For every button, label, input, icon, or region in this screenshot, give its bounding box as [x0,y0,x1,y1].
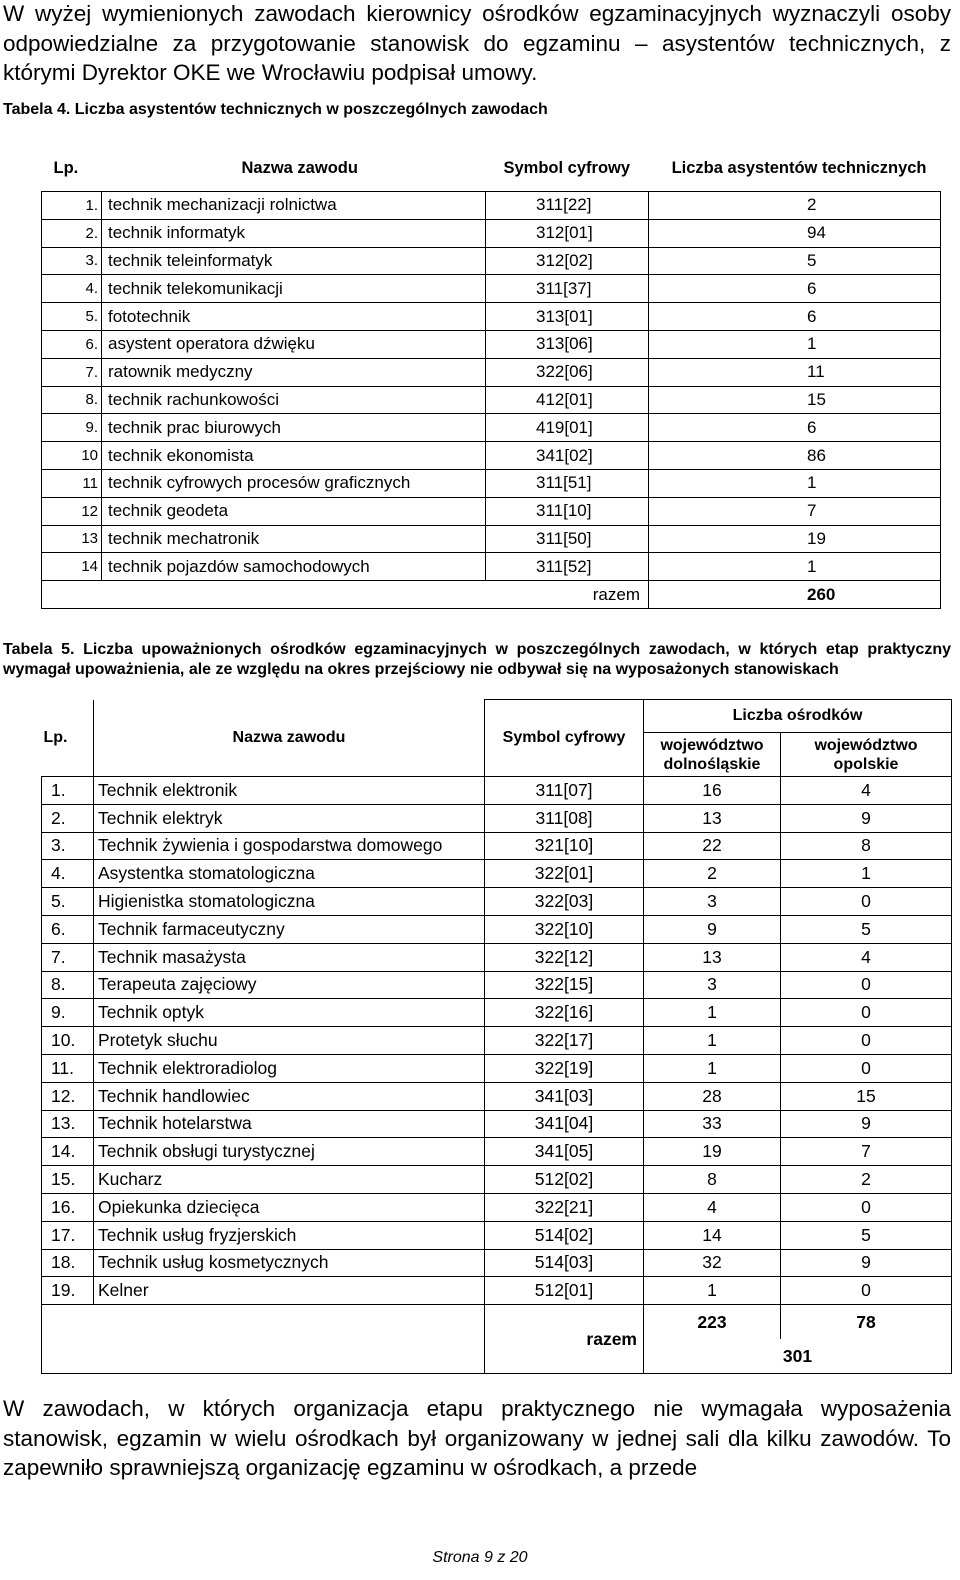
row-opolskie: 0 [781,999,952,1027]
row-count: 2 [649,192,941,220]
row-name: Technik usług kosmetycznych [94,1249,485,1277]
row-name: Kelner [94,1277,485,1305]
row-symbol: 311[51] [486,469,649,497]
table4-total-row [42,581,941,609]
page-footer: Strona 9 z 20 [432,1549,528,1566]
row-name: Higienistka stomatologiczna [94,888,485,916]
total-label: razem [485,1305,644,1374]
row-symbol: 341[05] [485,1138,644,1166]
row-count: 15 [649,386,941,414]
row-lp: 10 [42,442,102,470]
row-symbol: 311[08] [485,804,644,832]
row-opolskie: 0 [781,1277,952,1305]
row-name: technik telekomunikacji [102,275,486,303]
row-symbol: 322[01] [485,860,644,888]
table-row [42,247,941,275]
row-symbol: 512[02] [485,1166,644,1194]
row-symbol: 322[19] [485,1054,644,1082]
row-dolnoslaskie: 1 [644,999,781,1027]
row-dolnoslaskie: 1 [644,1027,781,1055]
table5 [41,699,952,1374]
row-name: Technik farmaceutyczny [94,915,485,943]
total-value: 260 [649,581,941,609]
row-symbol: 311[50] [486,525,649,553]
row-symbol: 312[02] [486,247,649,275]
row-symbol: 322[06] [486,358,649,386]
row-lp: 4. [42,860,94,888]
row-opolskie: 15 [781,1082,952,1110]
row-opolskie: 8 [781,832,952,860]
row-opolskie: 9 [781,1249,952,1277]
row-name: Technik masażysta [94,943,485,971]
total-blank [42,1305,485,1374]
row-dolnoslaskie: 4 [644,1193,781,1221]
row-lp: 11. [42,1054,94,1082]
table-row [42,303,941,331]
row-symbol: 322[03] [485,888,644,916]
row-count: 1 [649,469,941,497]
row-dolnoslaskie: 13 [644,943,781,971]
row-count: 86 [649,442,941,470]
row-opolskie: 0 [781,971,952,999]
row-symbol: 322[12] [485,943,644,971]
row-dolnoslaskie: 22 [644,832,781,860]
row-lp: 9. [42,414,102,442]
row-dolnoslaskie: 33 [644,1110,781,1138]
row-lp: 11 [42,469,102,497]
row-lp: 7. [42,358,102,386]
row-lp: 19. [42,1277,94,1305]
row-name: technik teleinformatyk [102,247,486,275]
table-row [42,1138,952,1166]
table5-header-lp: Lp. [42,700,94,777]
row-lp: 12. [42,1082,94,1110]
row-name: Protetyk słuchu [94,1027,485,1055]
table-row [42,971,952,999]
row-symbol: 512[01] [485,1277,644,1305]
row-opolskie: 7 [781,1138,952,1166]
table-row [42,1027,952,1055]
table5-header-symbol: Symbol cyfrowy [485,700,644,777]
row-dolnoslaskie: 1 [644,1054,781,1082]
row-lp: 4. [42,275,102,303]
table-row [42,414,941,442]
row-dolnoslaskie: 16 [644,777,781,805]
row-opolskie: 5 [781,915,952,943]
row-count: 1 [649,330,941,358]
table-row [42,860,952,888]
row-count: 19 [649,525,941,553]
row-name: technik ekonomista [102,442,486,470]
table-row [42,804,952,832]
row-name: Technik żywienia i gospodarstwa domowego [94,832,485,860]
table4-caption: Tabela 4. Liczba asystentów technicznych w poszczególnych zawodach [3,101,548,118]
table-row [42,1249,952,1277]
row-count: 6 [649,275,941,303]
table-row [42,943,952,971]
row-count: 11 [649,358,941,386]
row-dolnoslaskie: 3 [644,971,781,999]
row-lp: 15. [42,1166,94,1194]
total-blank [42,581,486,609]
outro-paragraph: W zawodach, w których organizacja etapu praktycznego nie wymagała wyposażenia stanowisk, egzamin w wielu ośrodkach był organizowany w jednej sali dla kilku zawodów. To zapewniło sprawniejszą organizację egzaminu w ośrodkach, a przede [3,1396,951,1480]
row-symbol: 322[21] [485,1193,644,1221]
row-lp: 10. [42,1027,94,1055]
row-symbol: 322[17] [485,1027,644,1055]
table-row [42,888,952,916]
grand-total: 301 [644,1339,952,1374]
row-name: technik rachunkowości [102,386,486,414]
row-dolnoslaskie: 3 [644,888,781,916]
row-symbol: 311[07] [485,777,644,805]
row-opolskie: 9 [781,804,952,832]
row-lp: 12 [42,497,102,525]
row-lp: 5. [42,303,102,331]
row-symbol: 313[01] [486,303,649,331]
table-row [42,1054,952,1082]
row-count: 6 [649,303,941,331]
row-name: Opiekunka dziecięca [94,1193,485,1221]
total-dolnoslaskie: 223 [644,1305,781,1340]
row-name: Asystentka stomatologiczna [94,860,485,888]
row-symbol: 341[03] [485,1082,644,1110]
table-row [42,1193,952,1221]
row-lp: 13. [42,1110,94,1138]
table-row [42,442,941,470]
row-symbol: 312[01] [486,219,649,247]
row-lp: 18. [42,1249,94,1277]
row-name: Technik elektronik [94,777,485,805]
row-opolskie: 5 [781,1221,952,1249]
row-lp: 8. [42,386,102,414]
row-lp: 3. [42,247,102,275]
row-name: technik pojazdów samochodowych [102,553,486,581]
table-row [42,469,941,497]
table5-header-group: Liczba ośrodków [644,700,952,733]
row-lp: 1. [42,777,94,805]
row-symbol: 311[10] [486,497,649,525]
row-name: Technik hotelarstwa [94,1110,485,1138]
row-symbol: 313[06] [486,330,649,358]
table-row [42,777,952,805]
row-name: technik mechanizacji rolnictwa [102,192,486,220]
row-name: technik prac biurowych [102,414,486,442]
row-symbol: 412[01] [486,386,649,414]
table4-header-row [42,145,941,192]
table5-caption: Tabela 5. Liczba upoważnionych ośrodków egzaminacyjnych w poszczególnych zawodach, w których etap praktyczny wymagał upoważnienia, ale ze względu na okres przejściowy nie odbywał się na wyposażonych stanowiskach [3,641,951,678]
row-opolskie: 1 [781,860,952,888]
row-symbol: 514[02] [485,1221,644,1249]
table-row [42,915,952,943]
table-row [42,1082,952,1110]
table-row [42,1277,952,1305]
row-opolskie: 0 [781,1027,952,1055]
row-symbol: 341[02] [486,442,649,470]
table4-header-name: Nazwa zawodu [241,158,358,177]
row-lp: 16. [42,1193,94,1221]
table-row [42,553,941,581]
row-symbol: 322[16] [485,999,644,1027]
table4 [41,145,941,609]
table-row [42,525,941,553]
row-opolskie: 0 [781,1054,952,1082]
row-dolnoslaskie: 14 [644,1221,781,1249]
table5-header-opolskie: województwo opolskie [781,733,952,777]
row-opolskie: 4 [781,943,952,971]
table-row [42,219,941,247]
table4-header-count: Liczba asystentów technicznych [671,158,927,177]
row-lp: 8. [42,971,94,999]
row-name: fototechnik [102,303,486,331]
row-lp: 17. [42,1221,94,1249]
table-row [42,330,941,358]
row-lp: 6. [42,330,102,358]
table-row [42,275,941,303]
row-count: 6 [649,414,941,442]
row-count: 94 [649,219,941,247]
table-row [42,497,941,525]
table-row [42,1166,952,1194]
row-dolnoslaskie: 8 [644,1166,781,1194]
row-symbol: 321[10] [485,832,644,860]
table-row [42,358,941,386]
table4-header-symbol: Symbol cyfrowy [503,158,631,177]
row-symbol: 514[03] [485,1249,644,1277]
table-row [42,832,952,860]
table-row [42,386,941,414]
table-row [42,1110,952,1138]
total-label: razem [486,581,649,609]
table5-header-row [42,700,952,733]
row-name: ratownik medyczny [102,358,486,386]
intro-paragraph: W wyżej wymienionych zawodach kierownicy ośrodków egzaminacyjnych wyznaczyli osoby odpowiedzialne za przygotowanie stanowisk do egzaminu – asystentów technicznych, z którymi Dyrektor OKE we Wrocławiu podpisał umowy. [3,1,951,85]
row-name: Technik elektryk [94,804,485,832]
row-lp: 2. [42,219,102,247]
table-row [42,192,941,220]
table5-header-name: Nazwa zawodu [94,700,485,777]
table-row [42,1221,952,1249]
row-name: technik cyfrowych procesów graficznych [102,469,486,497]
row-symbol: 311[37] [486,275,649,303]
row-opolskie: 2 [781,1166,952,1194]
row-lp: 9. [42,999,94,1027]
row-name: technik informatyk [102,219,486,247]
row-name: technik mechatronik [102,525,486,553]
row-lp: 7. [42,943,94,971]
row-dolnoslaskie: 1 [644,1277,781,1305]
row-name: Technik elektroradiolog [94,1054,485,1082]
row-name: Technik handlowiec [94,1082,485,1110]
row-name: Technik optyk [94,999,485,1027]
row-name: Terapeuta zajęciowy [94,971,485,999]
row-opolskie: 9 [781,1110,952,1138]
row-name: technik geodeta [102,497,486,525]
total-opolskie: 78 [781,1305,952,1340]
row-name: Technik usług fryzjerskich [94,1221,485,1249]
table5-header-dolnoslaskie: województwo dolnośląskie [644,733,781,777]
table-row [42,999,952,1027]
row-opolskie: 4 [781,777,952,805]
row-count: 5 [649,247,941,275]
row-lp: 3. [42,832,94,860]
row-dolnoslaskie: 13 [644,804,781,832]
row-symbol: 311[22] [486,192,649,220]
row-symbol: 311[52] [486,553,649,581]
row-symbol: 322[10] [485,915,644,943]
row-name: asystent operatora dźwięku [102,330,486,358]
row-count: 7 [649,497,941,525]
row-lp: 14 [42,553,102,581]
row-lp: 5. [42,888,94,916]
row-dolnoslaskie: 2 [644,860,781,888]
row-symbol: 419[01] [486,414,649,442]
row-dolnoslaskie: 9 [644,915,781,943]
row-opolskie: 0 [781,888,952,916]
row-dolnoslaskie: 28 [644,1082,781,1110]
row-lp: 2. [42,804,94,832]
table4-header-lp: Lp. [53,158,79,177]
row-dolnoslaskie: 19 [644,1138,781,1166]
row-symbol: 322[15] [485,971,644,999]
row-name: Technik obsługi turystycznej [94,1138,485,1166]
table5-total-row [42,1305,952,1340]
row-lp: 14. [42,1138,94,1166]
row-lp: 13 [42,525,102,553]
row-lp: 1. [42,192,102,220]
row-lp: 6. [42,915,94,943]
row-dolnoslaskie: 32 [644,1249,781,1277]
row-symbol: 341[04] [485,1110,644,1138]
row-count: 1 [649,553,941,581]
row-opolskie: 0 [781,1193,952,1221]
row-name: Kucharz [94,1166,485,1194]
